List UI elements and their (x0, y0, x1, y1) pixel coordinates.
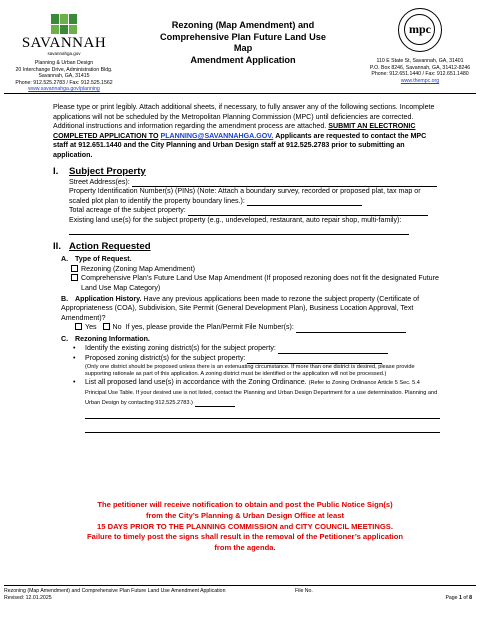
proposed-uses-row: • List all proposed land use(s) in accordance with the Zoning Ordinance. (Refer to Zoning Ordinance Article 5 Sec. 5.4 Principal Use Table. If your desired use is not listed, contact the Planning and Urban Design Department for a use determination. Planning and Urban Design by contacting 912.525.2783.) (61, 378, 440, 407)
title-line-1: Rezoning (Map Amendment) and (171, 20, 315, 30)
flum-checkbox[interactable] (71, 274, 78, 281)
page-number: Page 1 of 8 (445, 595, 472, 601)
street-address-field[interactable] (132, 179, 437, 187)
form-body (53, 103, 440, 433)
mpc-addr-1: 110 E State St, Savannah, GA, 31401 (376, 58, 464, 64)
addr-line-2: Savannah, GA, 31415 (38, 73, 90, 80)
section-1-heading: I. Subject Property (53, 165, 146, 177)
existing-zoning-row: • Identify the existing zoning district(s) for the subject property: (61, 344, 440, 354)
page-header (0, 0, 480, 92)
mpc-link[interactable]: www.thempc.org (400, 77, 440, 84)
city-address (4, 60, 124, 93)
dept-name: Planning & Urban Design (34, 60, 94, 66)
existing-use-field[interactable] (69, 227, 409, 235)
file-no: File No. (295, 588, 313, 594)
proposed-uses-line-2[interactable] (85, 411, 440, 419)
mpc-seal-text: mpc (409, 22, 431, 36)
form-title (150, 20, 336, 66)
mpc-addr-2: P.O. Box 8246, Savannah, GA, 31412-8246 (369, 64, 471, 71)
section-2-heading: II. Action Requested (53, 241, 151, 253)
option-flum-amendment: Comprehensive Plan’s Future Land Use Map Amendment (If proposed rezoning does not fit the designated Future Land Use Map Category) (61, 274, 440, 293)
footer-doc-name: Rezoning (Map Amendment) and Comprehensive Plan Future Land Use Amendment Application (4, 588, 226, 594)
pin-row: Property Identification Number(s) (PINs) (Note: Attach a boundary survey, recorded or proposed plat, tax map or scaled plot plan to identify the property boundary lines.): (69, 187, 421, 205)
footer-revised: Revised: 12.01.2025 (4, 595, 52, 601)
subsection-a-heading: A. Type of Request. (61, 255, 132, 264)
header-divider (4, 93, 476, 94)
proposed-zoning-row: • Proposed zoning district(s) for the subject property: (61, 354, 440, 364)
option-rezoning: Rezoning (Zoning Map Amendment) (61, 265, 440, 275)
mpc-address (362, 58, 478, 84)
mpc-seal-icon (398, 8, 442, 52)
file-number-field[interactable] (296, 325, 406, 333)
pin-field[interactable] (247, 198, 362, 206)
street-address-row: Street Address(es): (69, 178, 440, 188)
proposed-zoning-note: (Only one district should be proposed unless there is an extenuating circumstance. If more than one district is desired, please provide supporting rationale as part of this application. A zoning district must be identified or the application will not be processed.) (85, 363, 415, 378)
planning-email-link[interactable]: PLANNING@SAVANNAHGA.GOV. (160, 131, 274, 140)
subsection-b: B. Application History. Have any previous applications been made to rezone the subject property (Certificate of Appropriateness (COA), Subdivision, Site Permit (General Development Plan), Business Location Approval, Text Amendment)? (61, 294, 420, 322)
proposed-uses-field[interactable] (195, 399, 235, 407)
savannah-logo-icon (51, 14, 77, 34)
public-notice-warning: The petitioner will receive notification to obtain and post the Public Notice Sign(s) from the City’s Planning & Urban Design Office at least 15 DAYS PRIOR TO THE PLANNING COMMISSION and CITY COUNCIL MEETINGS. Failure to timely post the signs shall result in the removal of the Petitioner’s application from the agenda. (86, 500, 404, 553)
existing-use-row: Existing land use(s) for the subject property (e.g., undeveloped, restaurant, auto repair shop, multi-family): (69, 216, 440, 235)
acreage-field[interactable] (188, 208, 428, 216)
city-planning-link[interactable]: www.savannahga.gov/planning (28, 86, 100, 93)
title-line-2: Comprehensive Plan Future Land Use Map (160, 31, 326, 53)
footer-divider (4, 585, 476, 586)
savannah-url: savannahga.gov (47, 51, 81, 56)
savannah-logo-block (4, 14, 124, 93)
title-line-3: Amendment Application (190, 54, 296, 65)
mpc-logo-block (362, 8, 478, 84)
addr-line-1: 20 Interchange Drive, Administration Bldg. (15, 66, 113, 73)
proposed-uses-line-3[interactable] (85, 425, 440, 433)
acreage-row: Total acreage of the subject property: (69, 206, 440, 216)
existing-zoning-field[interactable] (278, 346, 388, 354)
history-answer-row: Yes No If yes, please provide the Plan/Permit File Number(s): (61, 323, 440, 333)
intro-paragraph: Please type or print legibly. Attach additional sheets, if necessary, to fully answer any of the following sections. Incomplete applications will not be scheduled by the Metropolitan Planning Commission (MPC) until deficiencies are corrected. Additional instructions and information regarding the amendment process are attached. SUBMIT AN ELECTRONIC COMPLETED APPLICATION TO PLANNING@SAVANNAHGA.GOV. Applicants are requested to contact the MPC staff at 912.651.1440 and the City Planning and Urban Design staff at 912.525.2783 prior to submitting an application. (53, 103, 435, 159)
no-checkbox[interactable] (103, 323, 110, 330)
savannah-wordmark: SAVANNAH (21, 35, 107, 51)
city-phone: Phone: 912.525.2783 / Fax: 912.525.1562 (15, 79, 113, 86)
subsection-c-heading: C. Rezoning Information. (61, 334, 150, 343)
mpc-phone: Phone: 912.651.1440 / Fax: 912.651.1480 (371, 71, 469, 78)
yes-checkbox[interactable] (75, 323, 82, 330)
proposed-zoning-field[interactable] (247, 356, 382, 364)
rezoning-checkbox[interactable] (71, 265, 78, 272)
